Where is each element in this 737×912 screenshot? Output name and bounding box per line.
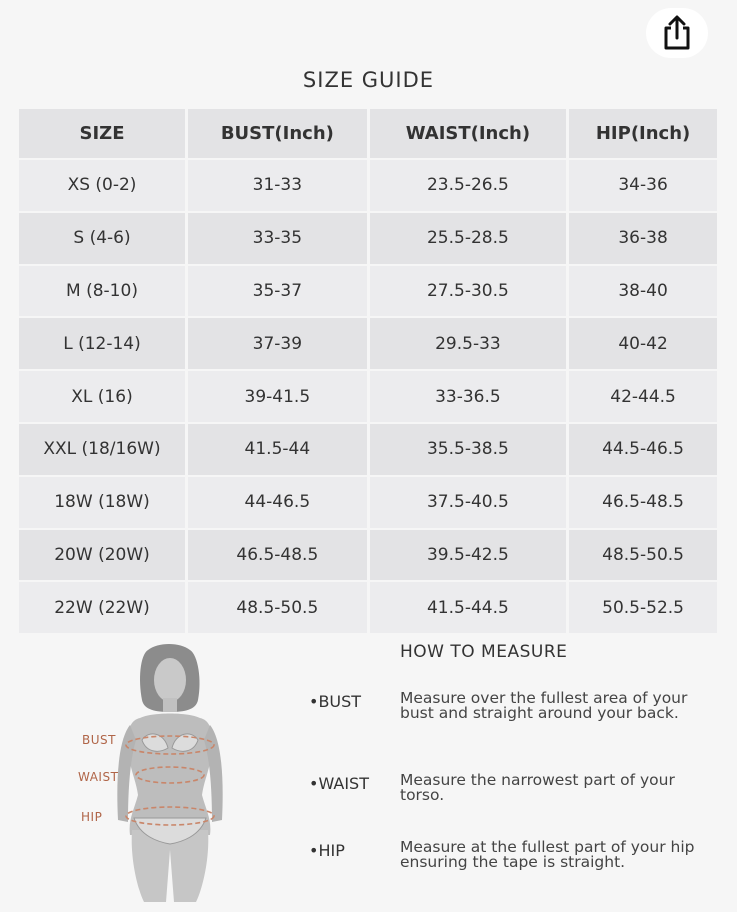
size-table (19, 109, 717, 635)
measure-desc-waist: Measure the narrowest part of your torso. (400, 771, 675, 804)
table-cell: 46.5-48.5 (569, 477, 717, 530)
table-cell: 48.5-50.5 (188, 582, 370, 635)
table-cell: 48.5-50.5 (569, 530, 717, 583)
table-row (19, 213, 717, 266)
share-button[interactable] (646, 8, 708, 58)
measure-label-hip: •HIP (309, 841, 345, 860)
table-header-row (19, 109, 717, 160)
table-cell: XS (0-2) (19, 160, 188, 213)
table-cell: 18W (18W) (19, 477, 188, 530)
table-cell: 39.5-42.5 (370, 530, 569, 583)
table-row (19, 371, 717, 424)
table-row (19, 424, 717, 477)
column-header: SIZE (19, 109, 188, 160)
table-cell: 41.5-44.5 (370, 582, 569, 635)
table-row (19, 160, 717, 213)
table-cell: XXL (18/16W) (19, 424, 188, 477)
table-cell: 44.5-46.5 (569, 424, 717, 477)
table-cell: 25.5-28.5 (370, 213, 569, 266)
table-cell: 34-36 (569, 160, 717, 213)
table-cell: 39-41.5 (188, 371, 370, 424)
table-cell: XL (16) (19, 371, 188, 424)
measure-label-bust: •BUST (309, 692, 362, 711)
table-cell: 42-44.5 (569, 371, 717, 424)
table-cell: 38-40 (569, 266, 717, 319)
table-cell: 46.5-48.5 (188, 530, 370, 583)
table-cell: 27.5-30.5 (370, 266, 569, 319)
table-cell: 31-33 (188, 160, 370, 213)
share-icon (660, 14, 694, 52)
table-cell: 37.5-40.5 (370, 477, 569, 530)
table-cell: L (12-14) (19, 318, 188, 371)
table-cell: 40-42 (569, 318, 717, 371)
table-cell: 50.5-52.5 (569, 582, 717, 635)
column-header: WAIST(Inch) (370, 109, 569, 160)
how-to-measure-title: HOW TO MEASURE (400, 642, 568, 662)
table-row (19, 318, 717, 371)
measure-desc-hip: Measure at the fullest part of your hip ensuring the tape is straight. (400, 838, 695, 871)
table-cell: 22W (22W) (19, 582, 188, 635)
table-cell: S (4-6) (19, 213, 188, 266)
measure-label-waist: •WAIST (309, 774, 369, 793)
measure-desc-bust: Measure over the fullest area of your bust and straight around your back. (400, 689, 688, 722)
table-row (19, 266, 717, 319)
table-cell: 20W (20W) (19, 530, 188, 583)
table-cell: 29.5-33 (370, 318, 569, 371)
table-cell: 41.5-44 (188, 424, 370, 477)
table-cell: M (8-10) (19, 266, 188, 319)
figure-label-hip: HIP (81, 810, 103, 824)
column-header: HIP(Inch) (569, 109, 717, 160)
table-cell: 44-46.5 (188, 477, 370, 530)
table-cell: 23.5-26.5 (370, 160, 569, 213)
table-row (19, 530, 717, 583)
table-cell: 36-38 (569, 213, 717, 266)
table-row (19, 477, 717, 530)
table-cell: 33-36.5 (370, 371, 569, 424)
table-row (19, 582, 717, 635)
page-title: SIZE GUIDE (302, 68, 435, 92)
column-header: BUST(Inch) (188, 109, 370, 160)
table-cell: 37-39 (188, 318, 370, 371)
table-cell: 33-35 (188, 213, 370, 266)
figure-label-waist: WAIST (78, 770, 119, 784)
table-cell: 35.5-38.5 (370, 424, 569, 477)
figure-label-bust: BUST (82, 733, 116, 747)
table-cell: 35-37 (188, 266, 370, 319)
